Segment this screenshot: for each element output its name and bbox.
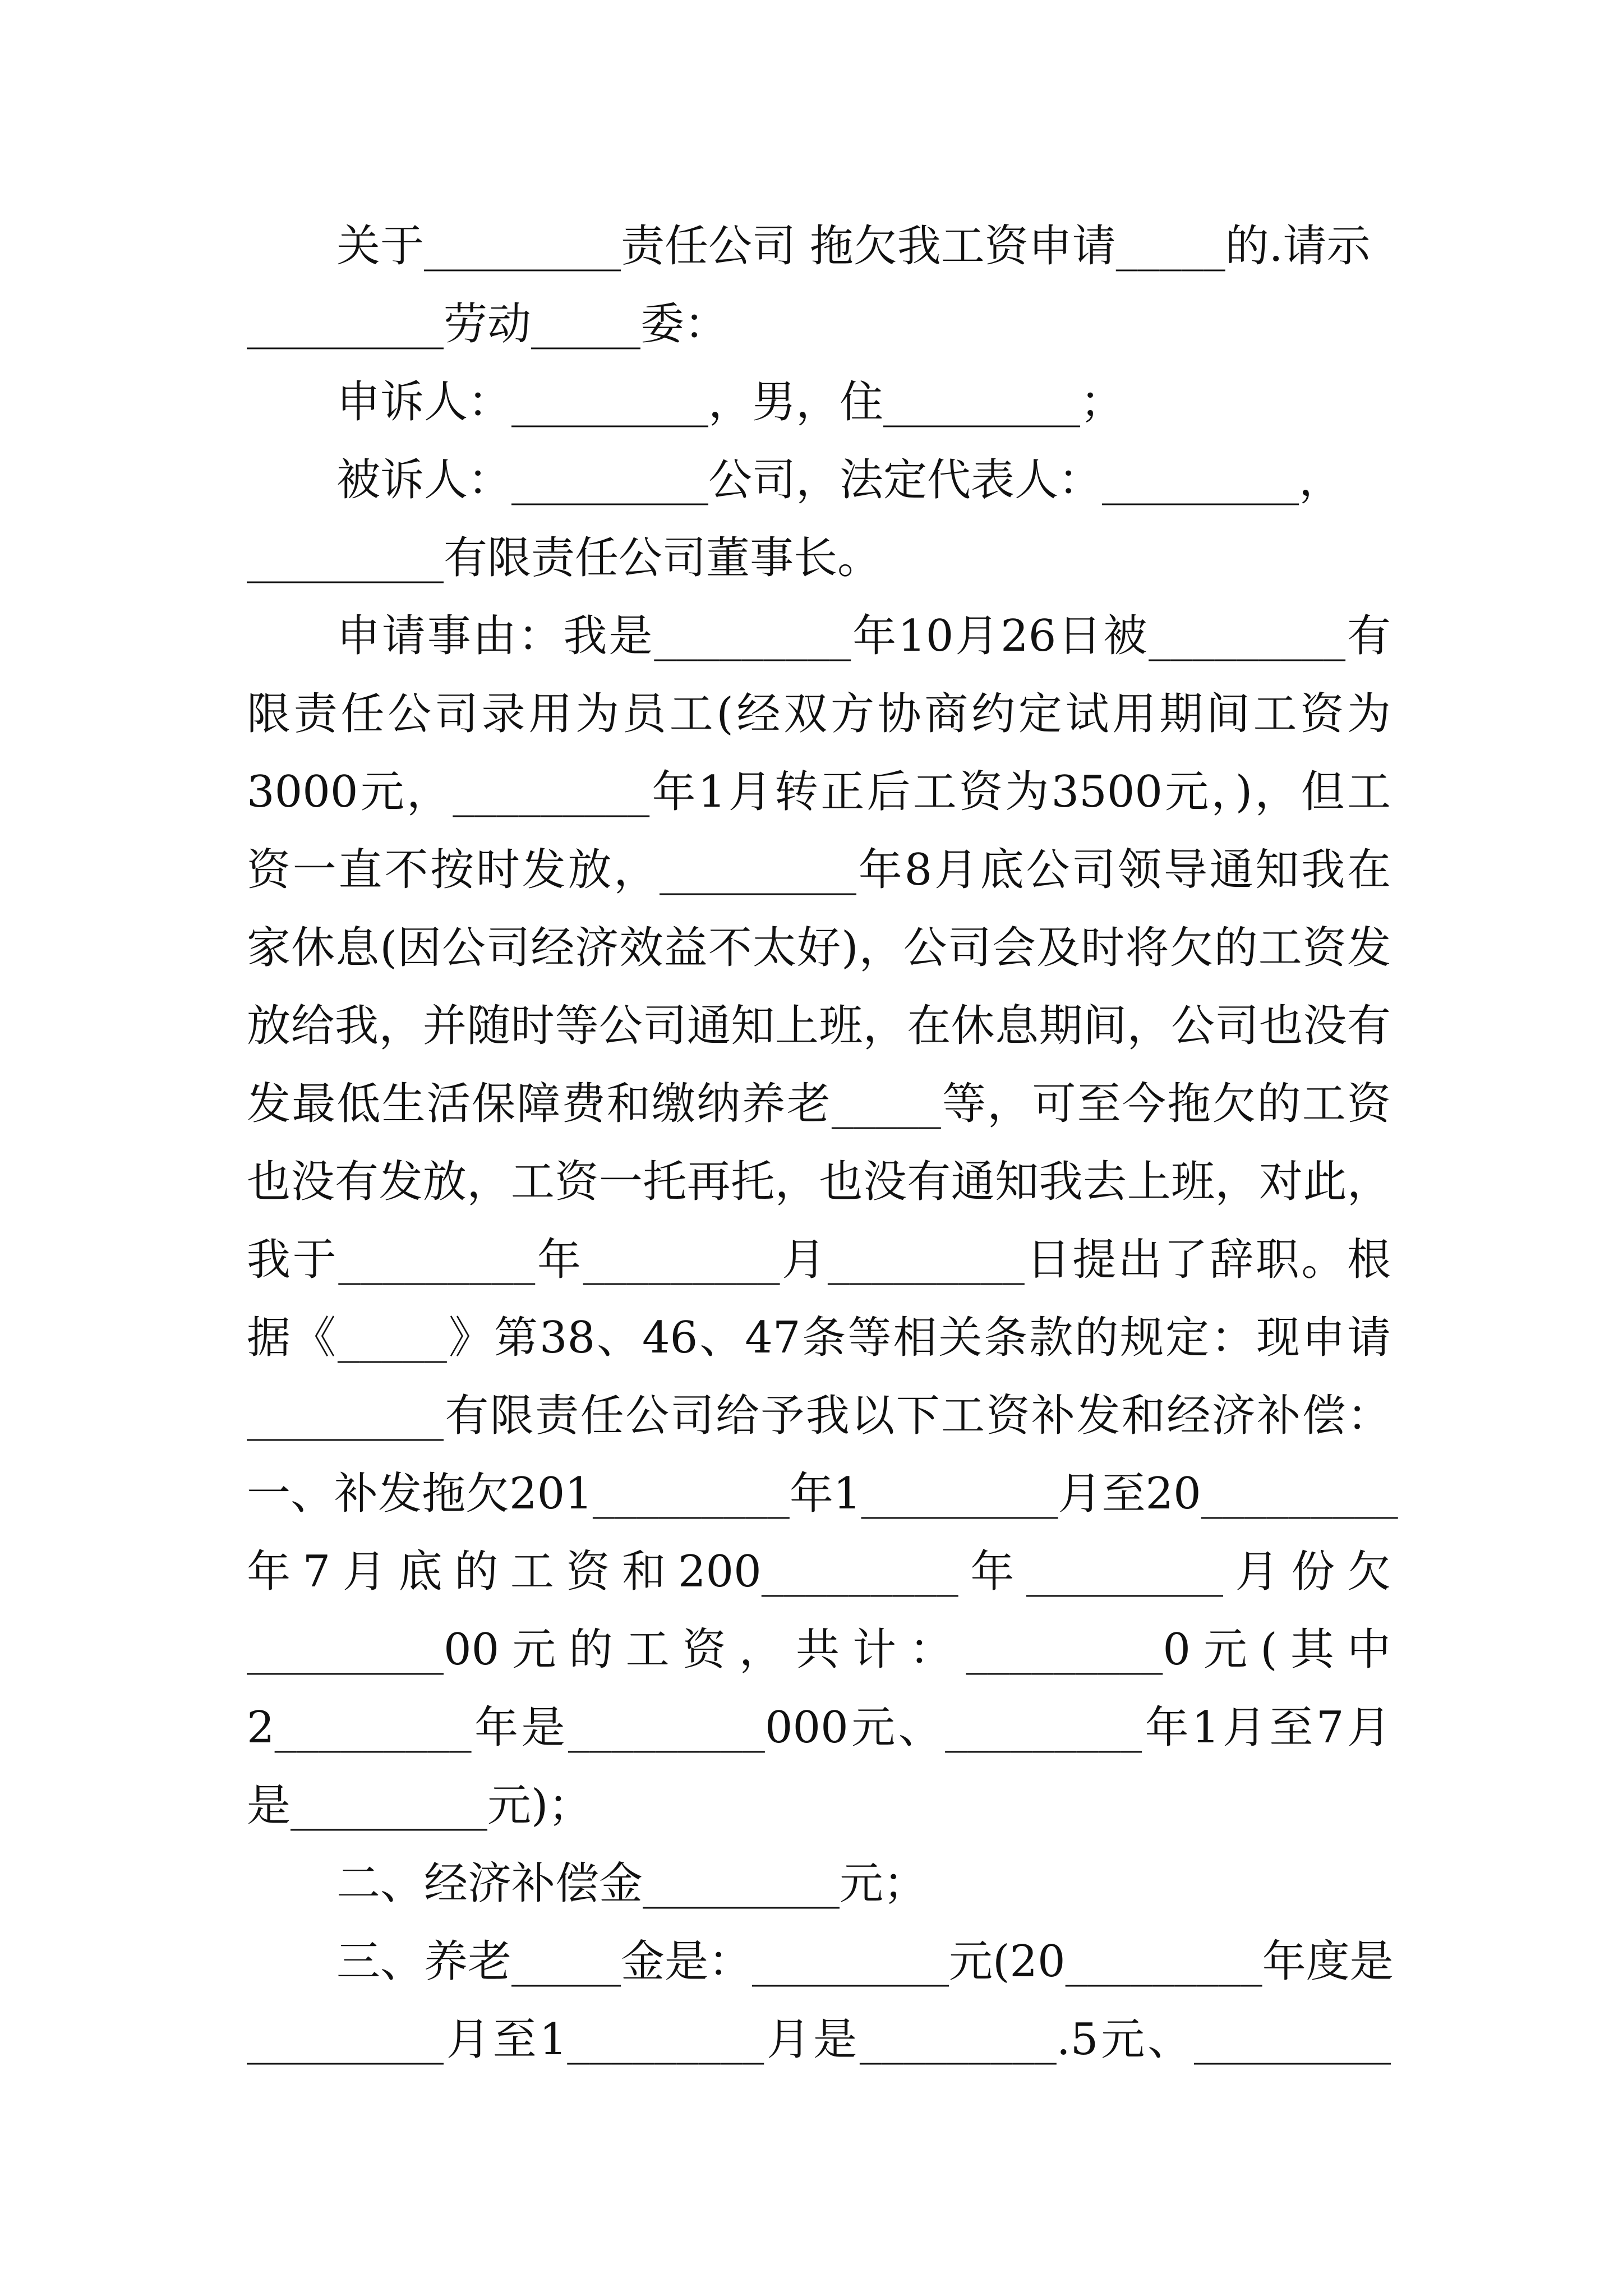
reason-line-9: 我于_________年_________月_________日提出了辞职。根: [247, 1235, 1391, 1285]
reason-line-4: 资一直不按时发放，_________年8月底公司领导通知我在: [247, 845, 1391, 895]
item-one-line-4: 2_________年是_________000元、_________年1月至7月: [247, 1703, 1391, 1753]
reason-line-7: 发最低生活保障费和缴纳养老_____等，可至今拖欠的工资: [247, 1079, 1391, 1129]
reason-line-5: 家休息(因公司经济效益不太好)，公司会及时将欠的工资发: [247, 923, 1391, 973]
reason-line-8: 也没有发放，工资一托再托，也没有通知我去上班，对此，: [247, 1157, 1391, 1207]
reason-line-10: 据《_____》第38、46、47条等相关条款的规定：现申请: [247, 1313, 1391, 1363]
reason-line-3: 3000元，_________年1月转正后工资为3500元，)，但工: [247, 767, 1391, 817]
reason-line-11: _________有限责任公司给予我以下工资补发和经济补偿：: [247, 1391, 1391, 1441]
document-body: [247, 208, 1398, 2079]
item-three-line-1: 三、养老_____金是：_________元(20_________年度是: [336, 1936, 1394, 1987]
item-one-line-5: 是_________元)；: [247, 1780, 592, 1831]
title-line: 关于_________责任公司 拖欠我工资申请_____的.请示: [336, 221, 1371, 272]
item-two-line: 二、经济补偿金_________元；: [336, 1858, 928, 1909]
item-one-line-1: 一、补发拖欠201_________年1_________月至20_________: [247, 1469, 1398, 1519]
complainant-line: 申诉人：_________，男，住_________；: [336, 377, 1124, 427]
addressee-line: _________劳动_____委：: [247, 299, 728, 349]
item-three-line-2: _________月至1_________月是_________.5元、_________: [247, 2014, 1391, 2065]
reason-line-2: 限责任公司录用为员工(经双方协商约定试用期间工资为: [247, 689, 1391, 739]
reason-line-1: 申请事由：我是_________年10月26日被_________有: [336, 611, 1391, 661]
item-one-line-3: _________00元的工资，共计：_________0元(其中: [247, 1625, 1391, 1675]
item-one-line-2: 年7月底的工资和200_________年_________月份欠: [247, 1547, 1391, 1597]
reason-line-6: 放给我，并随时等公司通知上班，在休息期间，公司也没有: [247, 1001, 1391, 1051]
respondent-line: 被诉人：_________公司，法定代表人：_________，: [336, 455, 1343, 505]
respondent-title-line: _________有限责任公司董事长。: [247, 533, 882, 583]
